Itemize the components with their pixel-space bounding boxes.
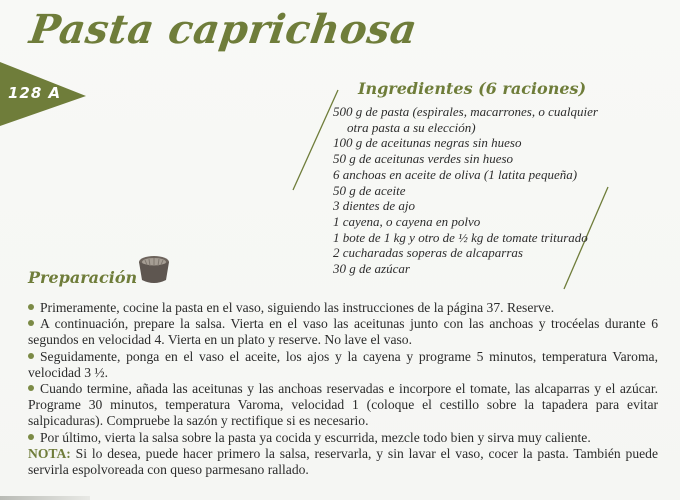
ingredient-item: otra pasta a su elección) bbox=[347, 119, 476, 135]
recipe-code-badge bbox=[0, 62, 88, 126]
preparation-step bbox=[28, 381, 658, 430]
step-text: Cuando termine, añada las aceitunas y las anchoas reservadas e incorpore el tomate, las alcaparras y el azúcar. Programe 30 minutos, temperatura Varoma, velocidad 1 (coloque el cestillo sobre la tapadera para evitar salpicaduras). Compruebe la sazón y rectifique si es necesario. bbox=[28, 381, 658, 429]
ingredient-item: 50 g de aceitunas verdes sin hueso bbox=[333, 151, 514, 167]
bullet-icon bbox=[28, 353, 34, 359]
preparation-step bbox=[28, 349, 658, 381]
bullet-icon bbox=[28, 434, 34, 440]
recipe-title: Pasta caprichosa bbox=[26, 6, 421, 53]
ingredient-item: 50 g de aceite bbox=[333, 182, 406, 198]
ingredient-item: 500 g de pasta (espirales, macarrones, o cualquier bbox=[333, 104, 598, 119]
ingredient-item: 1 cayena, o cayena en polvo bbox=[333, 213, 481, 229]
ingredients-list bbox=[333, 104, 598, 277]
preparation-step bbox=[28, 430, 658, 446]
ingredient-item: 2 cucharadas soperas de alcaparras bbox=[333, 245, 523, 261]
step-text: Primeramente, cocine la pasta en el vaso, siguiendo las instrucciones de la página 37. Reserve. bbox=[40, 300, 555, 315]
recipe-code: 128 A bbox=[8, 84, 62, 102]
step-text: A continuación, prepare la salsa. Vierta en el vaso las aceitunas junto con las anchoas y trocéelas durante 6 segundos en velocidad 4. Vierta en un plato y reserve. No lave el vaso. bbox=[28, 316, 658, 348]
bullet-icon bbox=[28, 320, 34, 326]
ingredient-item: 6 anchoas en aceite de oliva (1 latita pequeña) bbox=[333, 166, 578, 182]
bullet-icon bbox=[28, 385, 34, 391]
note-label: NOTA: bbox=[28, 445, 71, 461]
note-text: Si lo desea, puede hacer primero la salsa, reservarla, y sin lavar el vaso, cocer la pasta. También puede servirla espolvoreada con queso parmesano rallado. bbox=[28, 445, 658, 478]
ingredient-item: 30 g de azúcar bbox=[333, 261, 410, 277]
ingredients-heading: Ingredientes (6 raciones) bbox=[358, 79, 587, 98]
ingredient-item: 100 g de aceitunas negras sin hueso bbox=[333, 135, 522, 151]
page-edge-shadow bbox=[0, 496, 90, 500]
preparation-heading: Preparación bbox=[28, 268, 138, 287]
step-text: Seguidamente, ponga en el vaso el aceite, los ajos y la cayena y programe 5 minutos, temperatura Varoma, velocidad 3 ½. bbox=[28, 348, 658, 380]
preparation-step bbox=[28, 316, 658, 348]
bullet-icon bbox=[28, 304, 34, 310]
preparation-note bbox=[28, 446, 658, 478]
ingredient-item: 3 dientes de ajo bbox=[333, 198, 415, 214]
step-text: Por último, vierta la salsa sobre la pasta ya cocida y escurrida, mezcle todo bien y sirva muy caliente. bbox=[40, 429, 591, 445]
preparation-step bbox=[28, 300, 658, 316]
ingredient-item: 1 bote de 1 kg y otro de ½ kg de tomate triturado bbox=[333, 229, 588, 245]
preparation-steps bbox=[28, 300, 658, 478]
strainer-basket-icon bbox=[137, 254, 171, 286]
